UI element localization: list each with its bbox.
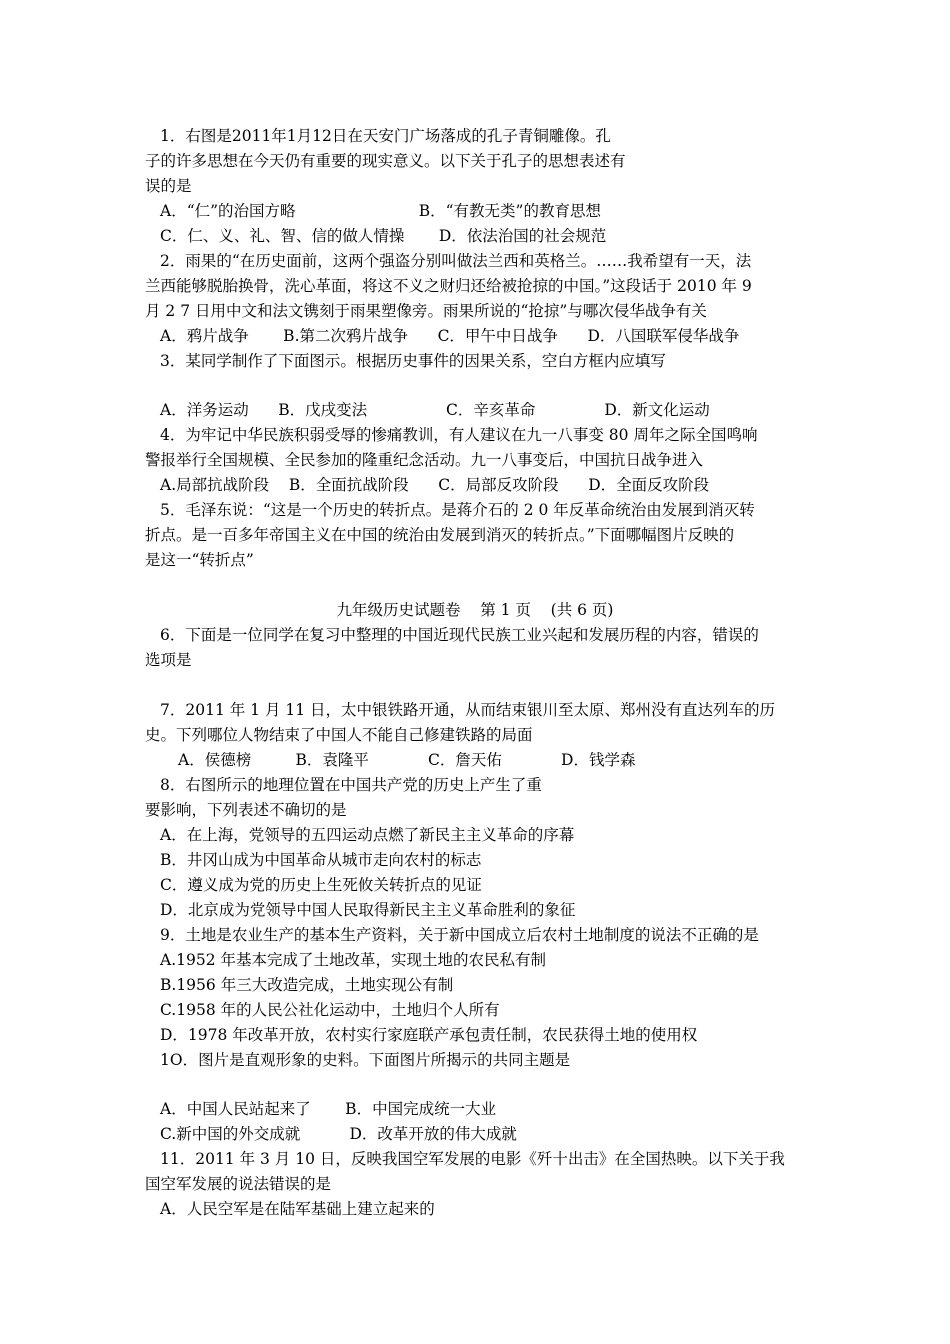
q7-stem-line-2: 史。下列哪位人物结束了中国人不能自己修建铁路的局面 [145,726,533,744]
q8-option-d: D．北京成为党领导中国人民取得新民主主义革命胜利的象征 [160,901,576,919]
q9-stem: 9．土地是农业生产的基本生产资料，关于新中国成立后农村土地制度的说法不正确的是 [160,926,759,944]
q9-option-d: D．1978 年改革开放，农村实行家庭联产承包责任制，农民获得土地的使用权 [160,1026,698,1044]
q7-stem-line-1: 7．2011 年 1 月 11 日，太中银铁路开通，从而结束银川至太原、郑州没有直达列车的历 [160,701,776,719]
q8-option-a: A．在上海，党领导的五四运动点燃了新民主主义革命的序幕 [160,826,575,844]
q1-options-ab: A．“仁”的治国方略 B．“有教无类”的教育思想 [160,202,601,220]
q3-stem: 3．某同学制作了下面图示。根据历史事件的因果关系，空白方框内应填写 [160,352,666,370]
q8-option-b: B．井冈山成为中国革命从城市走向农村的标志 [160,851,482,869]
q9-option-b: B.1956 年三大改造完成，土地实现公有制 [160,976,454,994]
q1-stem-line-1: 1．右图是2011年1月12日在天安门广场落成的孔子青铜雕像。孔 [160,127,611,145]
q4-stem-line-2: 警报举行全国规模、全民参加的隆重纪念活动。九一八事变后，中国抗日战争进入 [145,451,704,469]
q5-stem-line-1: 5．毛泽东说：“这是一个历史的转折点。是蒋介石的 2 0 年反革命统治由发展到消灭转 [160,501,755,519]
q2-stem-line-2: 兰西能够脱胎换骨，洗心革面，将这不义之财归还给被抢掠的中国。”这段话于 2010 年 9 [145,277,752,295]
q5-stem-line-2: 折点。是一百多年帝国主义在中国的统治由发展到消灭的转折点。”下面哪幅图片反映的 [145,526,735,544]
q10-options-cd: C.新中国的外交成就 D．改革开放的伟大成就 [160,1125,517,1143]
q11-stem-line-1: 11．2011 年 3 月 10 日，反映我国空军发展的电影《歼十出击》在全国热映。以下关于我 [160,1150,785,1168]
q6-stem-line-2: 选项是 [145,651,192,669]
q7-options: A．侯德榜 B．袁隆平 C．詹天佑 D．钱学森 [178,751,636,769]
q2-options: A．鸦片战争 B.第二次鸦片战争 C．甲午中日战争 D．八国联军侵华战争 [160,327,740,345]
q6-stem-line-1: 6．下面是一位同学在复习中整理的中国近现代民族工业兴起和发展历程的内容，错误的 [160,626,759,644]
q10-stem: 1O．图片是直观形象的史料。下面图片所揭示的共同主题是 [160,1051,571,1069]
q8-stem-line-1: 8．右图所示的地理位置在中国共产党的历史上产生了重 [160,776,542,794]
q1-stem-line-3: 误的是 [145,177,192,195]
q11-option-a: A．人民空军是在陆军基础上建立起来的 [160,1200,435,1218]
q4-stem-line-1: 4．为牢记中华民族积弱受辱的惨痛教训，有人建议在九一八事变 80 周年之际全国鸣响 [160,426,758,444]
q2-stem-line-1: 2．雨果的“在历史面前，这两个强盗分别叫做法兰西和英格兰。……我希望有一天，法 [160,252,752,270]
q9-option-a: A.1952 年基本完成了土地改革，实现土地的农民私有制 [160,951,546,969]
q1-options-cd: C．仁、义、礼、智、信的做人情操 D．依法治国的社会规范 [160,227,607,245]
q8-option-c: C．遵义成为党的历史上生死攸关转折点的见证 [160,876,482,894]
q11-stem-line-2: 国空军发展的说法错误的是 [145,1175,332,1193]
q2-stem-line-3: 月 2 7 日用中文和法文镌刻于雨果塑像旁。雨果所说的“抢掠”与哪次侵华战争有关 [145,302,707,320]
page-footer: 九年级历史试题卷 第 1 页 (共 6 页) [336,601,614,619]
q5-stem-line-3: 是这一“转折点” [145,551,254,569]
q3-options: A．洋务运动 B．戊戌变法 C．辛亥革命 D．新文化运动 [160,401,710,419]
q1-stem-line-2: 子的许多思想在今天仍有重要的现实意义。以下关于孔子的思想表述有 [145,152,626,170]
q10-options-ab: A．中国人民站起来了 B．中国完成统一大业 [160,1100,497,1118]
q4-options: A.局部抗战阶段 B．全面抗战阶段 C．局部反攻阶段 D．全面反攻阶段 [160,476,710,494]
q9-option-c: C.1958 年的人民公社化运动中，土地归个人所有 [160,1001,500,1019]
q8-stem-line-2: 要影响，下列表述不确切的是 [145,801,347,819]
